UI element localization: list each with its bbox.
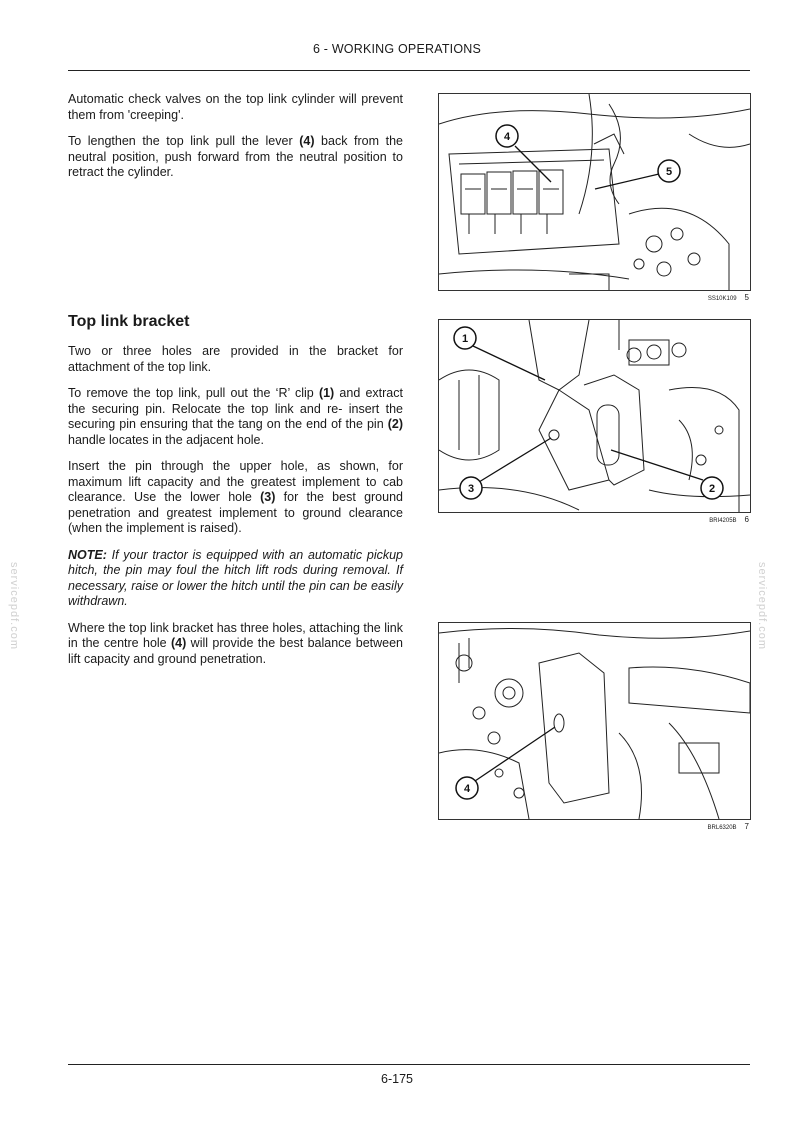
figure-number: 5 [744, 293, 749, 302]
figure-5-control-levers [438, 93, 751, 291]
figure-7-three-hole-bracket [438, 622, 751, 820]
svg-text:4: 4 [463, 783, 471, 795]
figure-6-caption [438, 515, 749, 524]
callout-3 [460, 438, 551, 499]
figure-code: BRI4205B [709, 518, 737, 524]
callout-4 [496, 125, 551, 182]
footer-rule [68, 1064, 750, 1065]
watermark-right: servicepdf.com [755, 562, 768, 650]
page-header-title: 6 - WORKING OPERATIONS [312, 42, 482, 56]
header-rule [68, 70, 750, 71]
callout-2 [611, 450, 723, 499]
figure-5-illustration [439, 94, 750, 290]
section1-text [68, 92, 403, 192]
figure-6-top-link-bracket [438, 319, 751, 513]
svg-text:4: 4 [503, 131, 511, 143]
paragraph-three-holes: Where the top link bracket has three holes, attaching the link in the centre hole (4) will provide the best balance between lift capacity and ground penetration. [68, 620, 403, 666]
figure-number: 7 [744, 822, 749, 831]
svg-text:2: 2 [708, 483, 716, 495]
callout-5 [595, 160, 680, 189]
svg-text:5: 5 [665, 166, 673, 178]
paragraph-remove-top-link: To remove the top link, pull out the ‘R’ clip (1) and extract the securing pin. Relocate the top link and re- insert the securing pin ensuring that the tang on the end of the pin (2) handle locates in the adjacent hole. [68, 386, 403, 447]
figure-7-caption [438, 822, 749, 831]
paragraph-holes: Two or three holes are provided in the bracket for attachment of the top link. [68, 344, 403, 374]
paragraph-lengthen-top-link: To lengthen the top link pull the lever (4) back from the neutral position, push forward from the neutral position to retract the cylinder. [68, 134, 403, 179]
figure-code: BRL6320B [707, 825, 737, 831]
figure-5-caption [438, 293, 749, 302]
figure-7-illustration [439, 623, 750, 819]
figure-code: SS10K109 [707, 296, 737, 302]
callout-4 [456, 727, 555, 799]
figure-6-illustration [439, 320, 750, 512]
note-paragraph: NOTE: If your tractor is equipped with an automatic pickup hitch, the pin may foul the hitch lift rods during removal. If necessary, raise or lower the hitch until the pin can be easily withdrawn. [68, 547, 403, 608]
section2-text [68, 344, 403, 678]
svg-text:1: 1 [461, 333, 469, 345]
svg-text:3: 3 [467, 483, 475, 495]
paragraph-check-valves: Automatic check valves on the top link cylinder will prevent them from 'creeping'. [68, 92, 403, 122]
figure-number: 6 [744, 515, 749, 524]
watermark-left: servicepdf.com [7, 562, 20, 650]
paragraph-upper-hole: Insert the pin through the upper hole, as shown, for maximum lift capacity and the greatest implement to cab clearance. Use the lower hole (3) for the best ground penetration and greatest implement to ground clearance (when the implement is raised). [68, 459, 403, 535]
page-number: 6-175 [381, 1072, 413, 1086]
section-heading-top-link-bracket: Top link bracket [68, 313, 190, 330]
